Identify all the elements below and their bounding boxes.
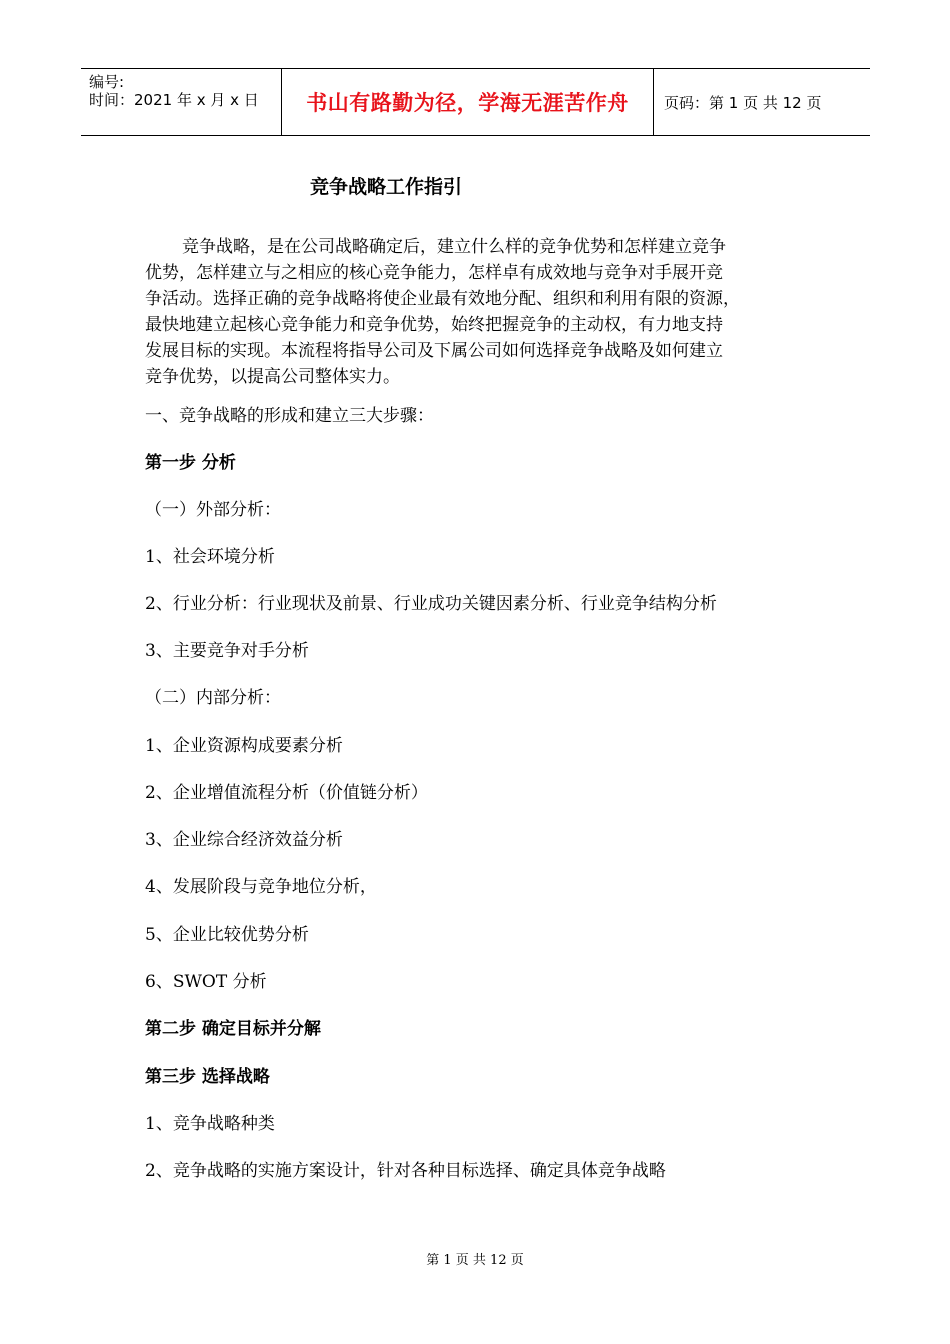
section-heading: 一、竞争战略的形成和建立三大步骤： — [145, 406, 434, 426]
list-item: 3、企业综合经济效益分析 — [145, 830, 343, 850]
intro-line: 优势，怎样建立与之相应的核心竞争能力，怎样卓有成效地与竞争对手展开竞 — [145, 263, 723, 283]
list-item: 2、企业增值流程分析（价值链分析） — [145, 783, 428, 803]
step-heading: 第二步 确定目标并分解 — [145, 1019, 321, 1039]
document-header — [81, 68, 870, 136]
list-item: 2、行业分析：行业现状及前景、行业成功关键因素分析、行业竞争结构分析 — [145, 594, 717, 614]
header-time-label: 时间：2021 年 x 月 x 日 — [89, 91, 259, 109]
header-meta-cell — [81, 69, 281, 135]
header-motto: 书山有路勤为径，学海无涯苦作舟 — [306, 91, 629, 115]
intro-line: 竞争战略，是在公司战略确定后，建立什么样的竞争优势和怎样建立竞争 — [182, 237, 726, 257]
intro-line: 争活动。选择正确的竞争战略将使企业最有效地分配、组织和利用有限的资源， — [145, 289, 740, 309]
list-item: 5、企业比较优势分析 — [145, 925, 309, 945]
header-motto-cell — [281, 69, 654, 135]
subsection-heading: （一）外部分析： — [145, 500, 281, 520]
list-item: 1、竞争战略种类 — [145, 1114, 275, 1134]
document-title: 竞争战略工作指引 — [310, 176, 463, 198]
step-heading: 第一步 分析 — [145, 453, 236, 473]
list-item: 1、社会环境分析 — [145, 547, 275, 567]
header-page-cell — [654, 69, 870, 135]
list-item: 2、竞争战略的实施方案设计，针对各种目标选择、确定具体竞争战略 — [145, 1161, 666, 1181]
list-item: 3、主要竞争对手分析 — [145, 641, 309, 661]
subsection-heading: （二）内部分析： — [145, 688, 281, 708]
intro-line: 发展目标的实现。本流程将指导公司及下属公司如何选择竞争战略及如何建立 — [145, 341, 723, 361]
list-item: 6、SWOT 分析 — [145, 972, 267, 992]
intro-line: 最快地建立起核心竞争能力和竞争优势，始终把握竞争的主动权，有力地支持 — [145, 315, 723, 335]
list-item: 1、企业资源构成要素分析 — [145, 736, 343, 756]
header-number-label: 编号: — [89, 73, 125, 91]
intro-line: 竞争优势，以提高公司整体实力。 — [145, 367, 400, 387]
intro-paragraph — [145, 234, 805, 390]
header-page-code: 页码：第 1 页 共 12 页 — [664, 93, 822, 112]
step-heading: 第三步 选择战略 — [145, 1067, 270, 1087]
list-item: 4、发展阶段与竞争地位分析， — [145, 877, 377, 897]
page-footer: 第 1 页 共 12 页 — [426, 1253, 524, 1268]
